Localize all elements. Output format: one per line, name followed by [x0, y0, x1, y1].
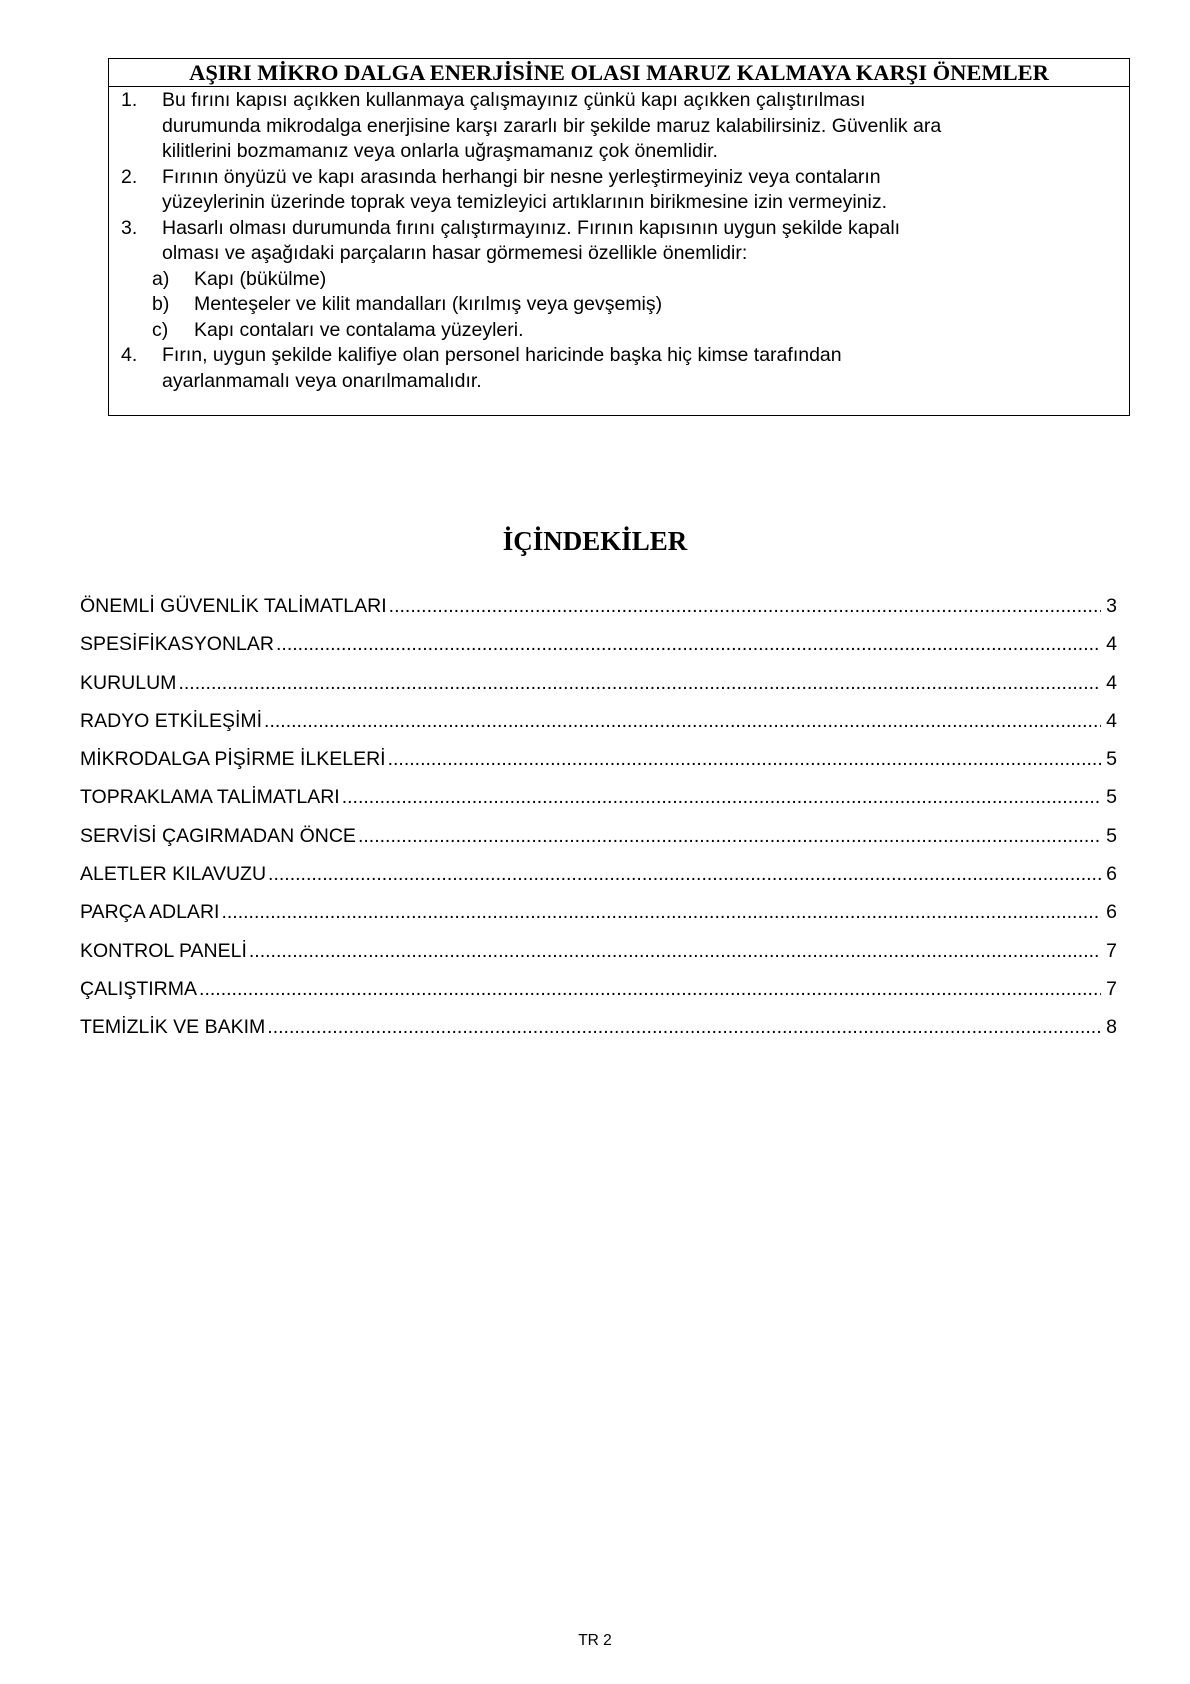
- toc-entry-page: 7: [1106, 977, 1117, 1000]
- toc-entry[interactable]: [80, 594, 1117, 632]
- toc-leader-dots: [249, 939, 1101, 963]
- warning-item-line: ayarlanmamalı veya onarılmamalıdır.: [162, 369, 482, 392]
- warning-item: [109, 216, 1129, 267]
- toc-leader-dots: [264, 709, 1101, 733]
- toc-entry-page: 8: [1106, 1016, 1117, 1039]
- warning-subitem: [109, 267, 1129, 293]
- toc-entry-label: SPESİFİKASYONLAR: [80, 633, 274, 656]
- toc-entry-page: 6: [1106, 901, 1117, 924]
- warning-subitem: [109, 318, 1129, 344]
- toc-leader-dots: [178, 671, 1101, 695]
- toc-leader-dots: [221, 900, 1101, 924]
- warning-item-line: Bu fırını kapısı açıkken kullanmaya çalışmayınız çünkü kapı açıkken çalıştırılması: [162, 89, 866, 111]
- warning-subitem-letter: a): [152, 267, 170, 290]
- toc-leader-dots: [199, 977, 1101, 1001]
- warning-item: [109, 88, 1129, 165]
- toc-entry[interactable]: [80, 747, 1117, 785]
- toc-leader-dots: [276, 632, 1101, 656]
- toc-entry[interactable]: [80, 824, 1117, 862]
- toc-entry[interactable]: [80, 785, 1117, 823]
- toc-entry-label: TOPRAKLAMA TALİMATLARI: [80, 786, 340, 809]
- table-of-contents: [80, 594, 1117, 1054]
- toc-entry[interactable]: [80, 632, 1117, 670]
- toc-entry-label: RADYO ETKİLEŞİMİ: [80, 709, 263, 732]
- toc-entry[interactable]: [80, 671, 1117, 709]
- warning-item-line: olması ve aşağıdaki parçaların hasar görmemesi özellikle önemlidir:: [162, 242, 748, 264]
- toc-entry-label: ÇALIŞTIRMA: [80, 977, 198, 1000]
- toc-title: İÇİNDEKİLER: [502, 526, 688, 556]
- toc-entry-page: 5: [1106, 748, 1117, 771]
- warning-title: AŞIRI MİKRO DALGA ENERJİSİNE OLASI MARUZ KALMAYA KARŞI ÖNEMLER: [109, 59, 1129, 87]
- toc-entry-label: ÖNEMLİ GÜVENLİK TALİMATLARI: [80, 595, 387, 617]
- warning-item-line: Hasarlı olması durumunda fırını çalıştırmayınız. Fırının kapısının uygun şekilde kapalı: [162, 216, 901, 239]
- toc-entry-page: 5: [1106, 786, 1117, 809]
- warning-item-number: 1.: [121, 89, 138, 111]
- toc-entry[interactable]: [80, 900, 1117, 938]
- toc-entry-label: PARÇA ADLARI: [80, 901, 220, 924]
- page-number: TR 2: [578, 1632, 612, 1649]
- toc-entry-page: 5: [1106, 824, 1117, 847]
- toc-leader-dots: [358, 824, 1101, 848]
- warning-item-number: 4.: [121, 344, 138, 366]
- toc-entry[interactable]: [80, 1015, 1117, 1053]
- warning-item-number: 2.: [121, 165, 138, 188]
- warning-item-line: kilitlerini bozmamanız veya onlarla uğraşmamanız çok önemlidir.: [162, 140, 718, 162]
- toc-entry-label: MİKRODALGA PİŞİRME İLKELERİ: [80, 748, 386, 771]
- warning-subitem-letter: b): [152, 293, 170, 315]
- warning-item-line: Fırın, uygun şekilde kalifiye olan personel haricinde başka hiç kimse tarafından: [162, 344, 842, 366]
- warning-box: [108, 58, 1130, 416]
- warning-item-line: durumunda mikrodalga enerjisine karşı zararlı bir şekilde maruz kalabilirsiniz. Güvenlik ara: [162, 114, 942, 137]
- warning-item-line: yüzeylerinin üzerinde toprak veya temizleyici artıklarının birikmesine izin vermeyiniz.: [162, 191, 888, 213]
- warning-subitem-text: Menteşeler ve kilit mandalları (kırılmış veya gevşemiş): [194, 293, 663, 315]
- toc-entry-page: 7: [1106, 939, 1117, 962]
- toc-leader-dots: [268, 862, 1101, 886]
- toc-leader-dots: [389, 594, 1101, 618]
- toc-entry-page: 3: [1106, 595, 1117, 617]
- warning-item-line: Fırının önyüzü ve kapı arasında herhangi bir nesne yerleştirmeyiniz veya contaların: [162, 165, 881, 188]
- warning-subitem-text: Kapı contaları ve contalama yüzeyleri.: [194, 318, 524, 341]
- toc-entry-page: 4: [1106, 709, 1117, 732]
- toc-entry[interactable]: [80, 977, 1117, 1015]
- warning-item: [109, 343, 1129, 394]
- warning-subitem-letter: c): [152, 318, 169, 341]
- warning-item: [109, 165, 1129, 216]
- toc-entry[interactable]: [80, 709, 1117, 747]
- toc-entry-label: ALETLER KILAVUZU: [80, 863, 267, 886]
- warning-subitem-text: Kapı (bükülme): [194, 267, 327, 290]
- toc-entry[interactable]: [80, 939, 1117, 977]
- toc-leader-dots: [267, 1015, 1101, 1039]
- warning-list: [109, 88, 1129, 394]
- toc-entry-label: SERVİSİ ÇAGIRMADAN ÖNCE: [80, 824, 356, 847]
- toc-leader-dots: [388, 747, 1101, 771]
- warning-item-number: 3.: [121, 216, 138, 239]
- toc-entry[interactable]: [80, 862, 1117, 900]
- toc-leader-dots: [342, 785, 1101, 809]
- toc-entry-page: 4: [1106, 671, 1117, 694]
- toc-entry-page: 6: [1106, 863, 1117, 886]
- toc-entry-label: KURULUM: [80, 671, 177, 694]
- toc-entry-page: 4: [1106, 633, 1117, 656]
- warning-subitem: [109, 292, 1129, 318]
- toc-entry-label: KONTROL PANELİ: [80, 939, 247, 962]
- toc-entry-label: TEMİZLİK VE BAKIM: [80, 1016, 266, 1039]
